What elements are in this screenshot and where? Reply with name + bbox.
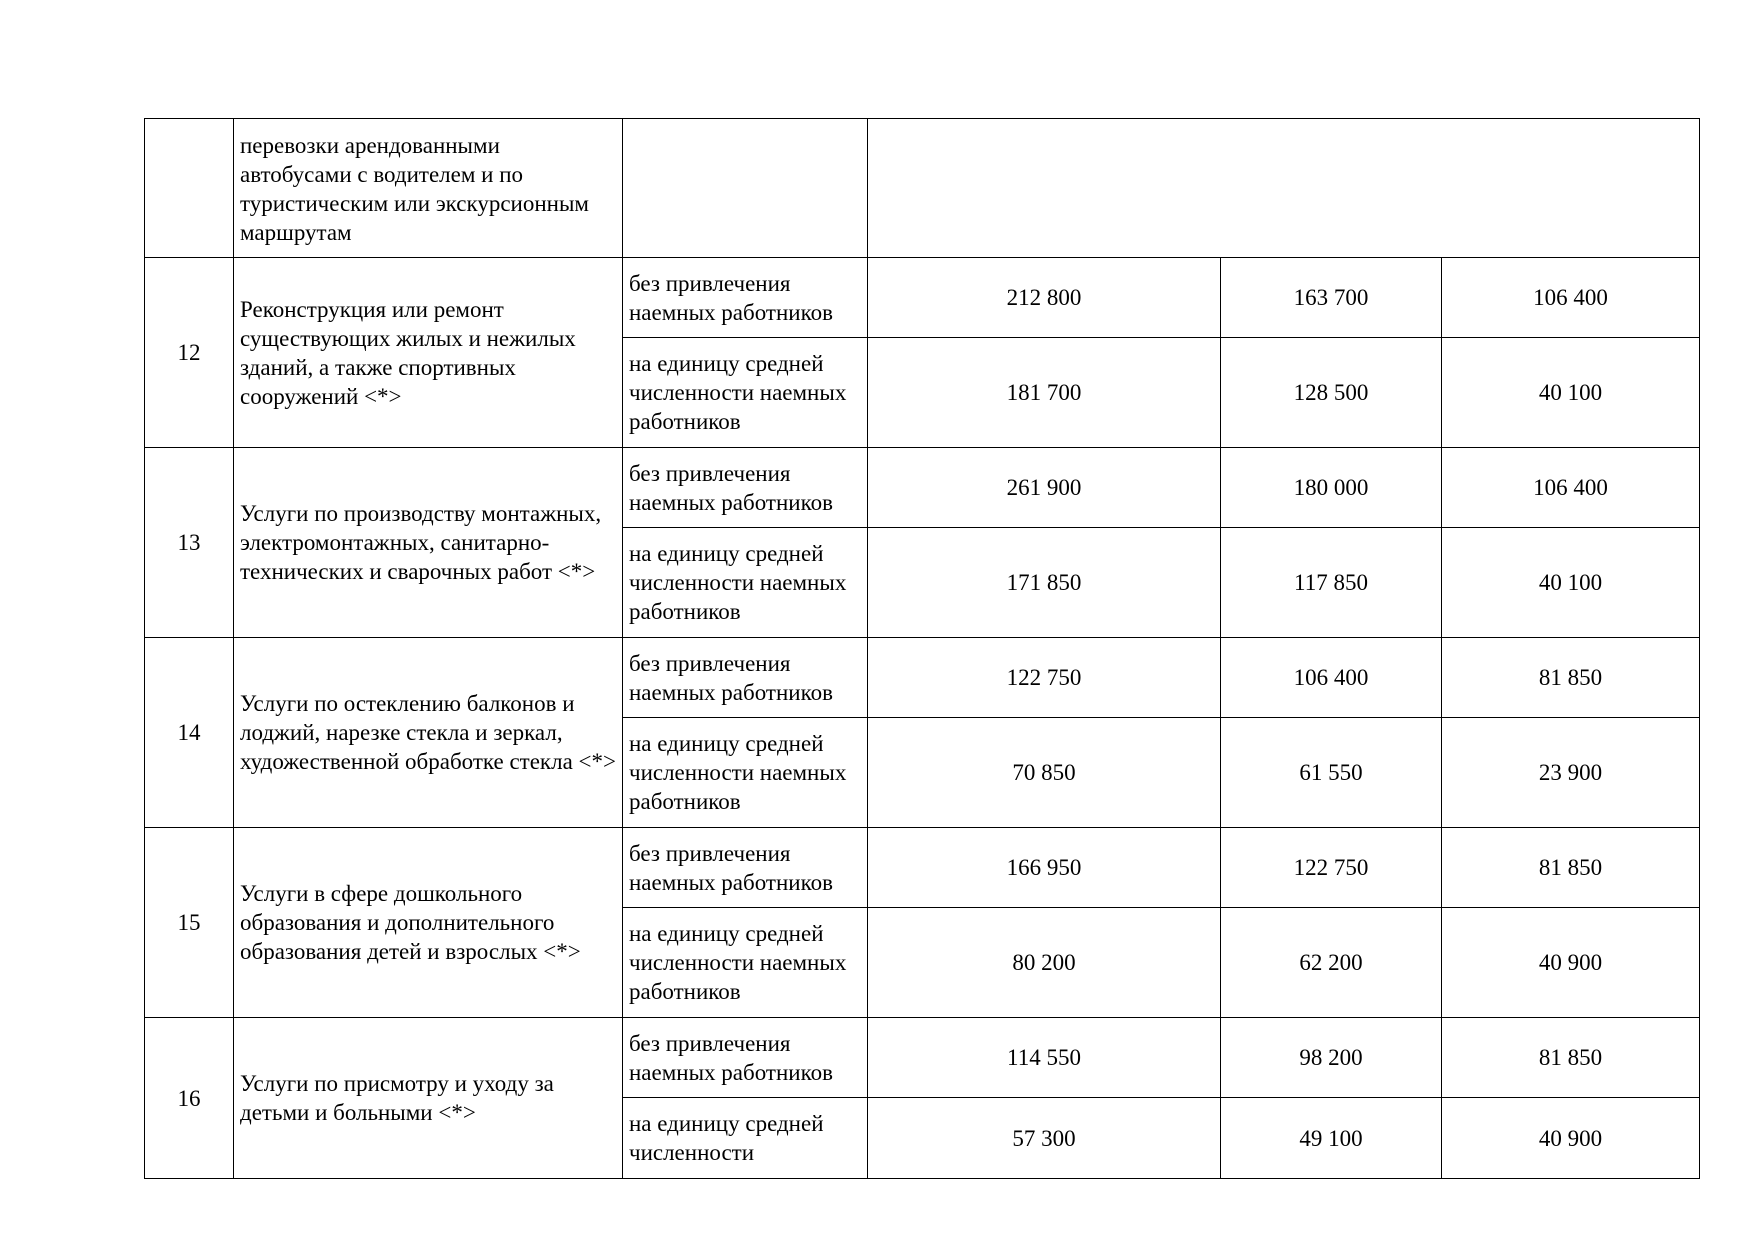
row-value-3: 81 850 [1442,828,1700,908]
row-description: Услуги по присмотру и уходу за детьми и больными <*> [234,1018,623,1179]
row-description: Услуги по остеклению балконов и лоджий, нарезке стекла и зеркал, художественной обработке стекла <*> [234,638,623,828]
row-value-2: 106 400 [1221,638,1442,718]
row-value-3: 106 400 [1442,448,1700,528]
row-value-3: 40 100 [1442,338,1700,448]
row-description: Услуги в сфере дошкольного образования и дополнительного образования детей и взрослых <*> [234,828,623,1018]
row-value-2: 117 850 [1221,528,1442,638]
row-unit: без привлечения наемных работников [623,1018,868,1098]
table-row [145,828,1700,908]
row-number: 16 [145,1018,234,1179]
row-values-cell [868,119,1700,258]
row-value-3: 81 850 [1442,638,1700,718]
table-row [145,638,1700,718]
table-row [145,448,1700,528]
row-value-3: 40 900 [1442,1098,1700,1179]
row-value-1: 114 550 [868,1018,1221,1098]
row-unit: на единицу средней численности наемных работников [623,718,868,828]
row-value-3: 40 100 [1442,528,1700,638]
row-description: Реконструкция или ремонт существующих жилых и нежилых зданий, а также спортивных сооружений <*> [234,258,623,448]
row-value-2: 163 700 [1221,258,1442,338]
row-value-1: 261 900 [868,448,1221,528]
row-description: Услуги по производству монтажных, электромонтажных, санитарно-технических и сварочных работ <*> [234,448,623,638]
row-value-1: 166 950 [868,828,1221,908]
row-value-3: 81 850 [1442,1018,1700,1098]
row-unit-cell [623,119,868,258]
row-value-2: 180 000 [1221,448,1442,528]
row-number-cell [145,119,234,258]
row-description: перевозки арендованными автобусами с водителем и по туристическим или экскурсионным маршрутам [234,119,623,258]
tariff-table [144,118,1700,1179]
row-value-1: 57 300 [868,1098,1221,1179]
table-row-continuation [145,119,1700,258]
row-number: 15 [145,828,234,1018]
row-number: 12 [145,258,234,448]
table-row [145,258,1700,338]
row-unit: без привлечения наемных работников [623,828,868,908]
row-number: 14 [145,638,234,828]
row-value-1: 181 700 [868,338,1221,448]
row-value-3: 40 900 [1442,908,1700,1018]
row-value-1: 80 200 [868,908,1221,1018]
row-value-2: 62 200 [1221,908,1442,1018]
row-value-2: 61 550 [1221,718,1442,828]
row-value-1: 212 800 [868,258,1221,338]
row-unit: без привлечения наемных работников [623,258,868,338]
row-value-1: 171 850 [868,528,1221,638]
table-row [145,1018,1700,1098]
row-unit: на единицу средней численности наемных работников [623,908,868,1018]
row-value-3: 23 900 [1442,718,1700,828]
row-value-2: 98 200 [1221,1018,1442,1098]
row-number: 13 [145,448,234,638]
row-unit: на единицу средней численности наемных работников [623,338,868,448]
row-unit: без привлечения наемных работников [623,638,868,718]
row-value-2: 122 750 [1221,828,1442,908]
row-unit: без привлечения наемных работников [623,448,868,528]
row-unit: на единицу средней численности наемных работников [623,528,868,638]
row-value-2: 128 500 [1221,338,1442,448]
row-value-2: 49 100 [1221,1098,1442,1179]
row-value-1: 70 850 [868,718,1221,828]
row-value-3: 106 400 [1442,258,1700,338]
row-unit: на единицу средней численности [623,1098,868,1179]
row-value-1: 122 750 [868,638,1221,718]
